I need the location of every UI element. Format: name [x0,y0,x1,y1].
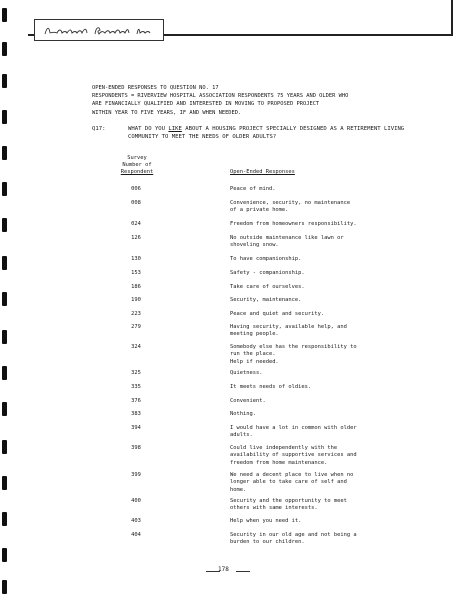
column-header-responses: Open-Ended Responses [230,169,295,175]
respondent-number: 324 [131,344,141,350]
respondent-number: 404 [131,532,141,538]
respondent-number: 006 [131,186,141,192]
respondent-number: 186 [131,284,141,290]
question-text-part-b: ABOUT A HOUSING PROJECT SPECIALLY DESIGNED AS A RETIREMENT LIVING COMMUNITY TO MEET THE NEEDS OF OLDER ADULTS? [128,126,405,140]
response-text: Somebody else has the responsibility to run the place. Help if needed. [230,344,357,365]
response-text: Freedom from homeowners responsibility. [230,221,357,227]
column-header-survey-line2: Number of [122,162,152,168]
response-text: Convenience, security, no maintenance of a private home. [230,200,351,214]
response-text: Help when you need it. [230,518,302,524]
column-header-survey-number [112,155,162,176]
response-text: Quietness. [230,370,263,376]
respondent-number: 008 [131,200,141,206]
response-text: Peace and quiet and security. [230,311,325,317]
question-text-like: LIKE [168,126,182,132]
response-text: I would have a lot in common with older adults. [230,425,357,439]
respondent-number: 376 [131,398,141,404]
response-text: Having security, available help, and meeting people. [230,324,347,338]
question-text [128,126,428,141]
response-text: We need a decent place to live when no longer able to take care of self and home. [230,472,354,493]
response-text: Convenient. [230,398,266,404]
respondent-number: 279 [131,324,141,330]
respondent-number: 398 [131,445,141,451]
response-text: To have companionship. [230,256,302,262]
question-text-part-a: WHAT DO YOU [128,126,169,132]
respondent-number: 399 [131,472,141,478]
company-logo-script [39,23,159,37]
respondent-number: 153 [131,270,141,276]
respondent-number: 335 [131,384,141,390]
page-number-rule-right [236,571,250,572]
company-logo [34,19,164,41]
column-header-survey-line1: Survey [127,155,147,161]
response-text: Nothing. [230,411,256,417]
respondent-number: 024 [131,221,141,227]
response-text: It meets needs of oldies. [230,384,312,390]
response-text: Security and the opportunity to meet others with same interests. [230,498,347,512]
respondent-number: 130 [131,256,141,262]
respondent-number: 383 [131,411,141,417]
respondent-number: 223 [131,311,141,317]
respondent-number: 394 [131,425,141,431]
response-text: Safety - companionship. [230,270,305,276]
respondent-number: 400 [131,498,141,504]
header-right-rule [451,0,453,36]
respondent-number: 325 [131,370,141,376]
response-text: Take care of ourselves. [230,284,305,290]
question-label: Q17: [92,126,106,132]
response-text: Security in our old age and not being a burden to our children. [230,532,357,546]
response-text: Peace of mind. [230,186,276,192]
response-text: No outside maintenance like lawn or shoveling snow. [230,235,344,249]
respondent-number: 190 [131,297,141,303]
page-number: 178 [218,566,229,573]
respondent-number: 403 [131,518,141,524]
response-text: Could live independently with the availability of supportive services and freedom from home maintenance. [230,445,357,466]
respondent-number: 126 [131,235,141,241]
binder-edge [2,0,8,599]
column-header-survey-line3: Respondent [120,169,154,175]
intro-text: OPEN-ENDED RESPONSES TO QUESTION NO. 17 RESPONDENTS = RIVERVIEW HOSPITAL ASSOCIATION RESPONDENTS 75 YEARS AND OLDER WHO ARE FINANCIALLY QUALIFIED AND INTERESTED IN MOVING TO PROPOSED PROJECT WITHIN YEAR TO FIVE YEARS, IF AND WHEN NEEDED. [92,85,349,116]
response-text: Security, maintenance. [230,297,302,303]
